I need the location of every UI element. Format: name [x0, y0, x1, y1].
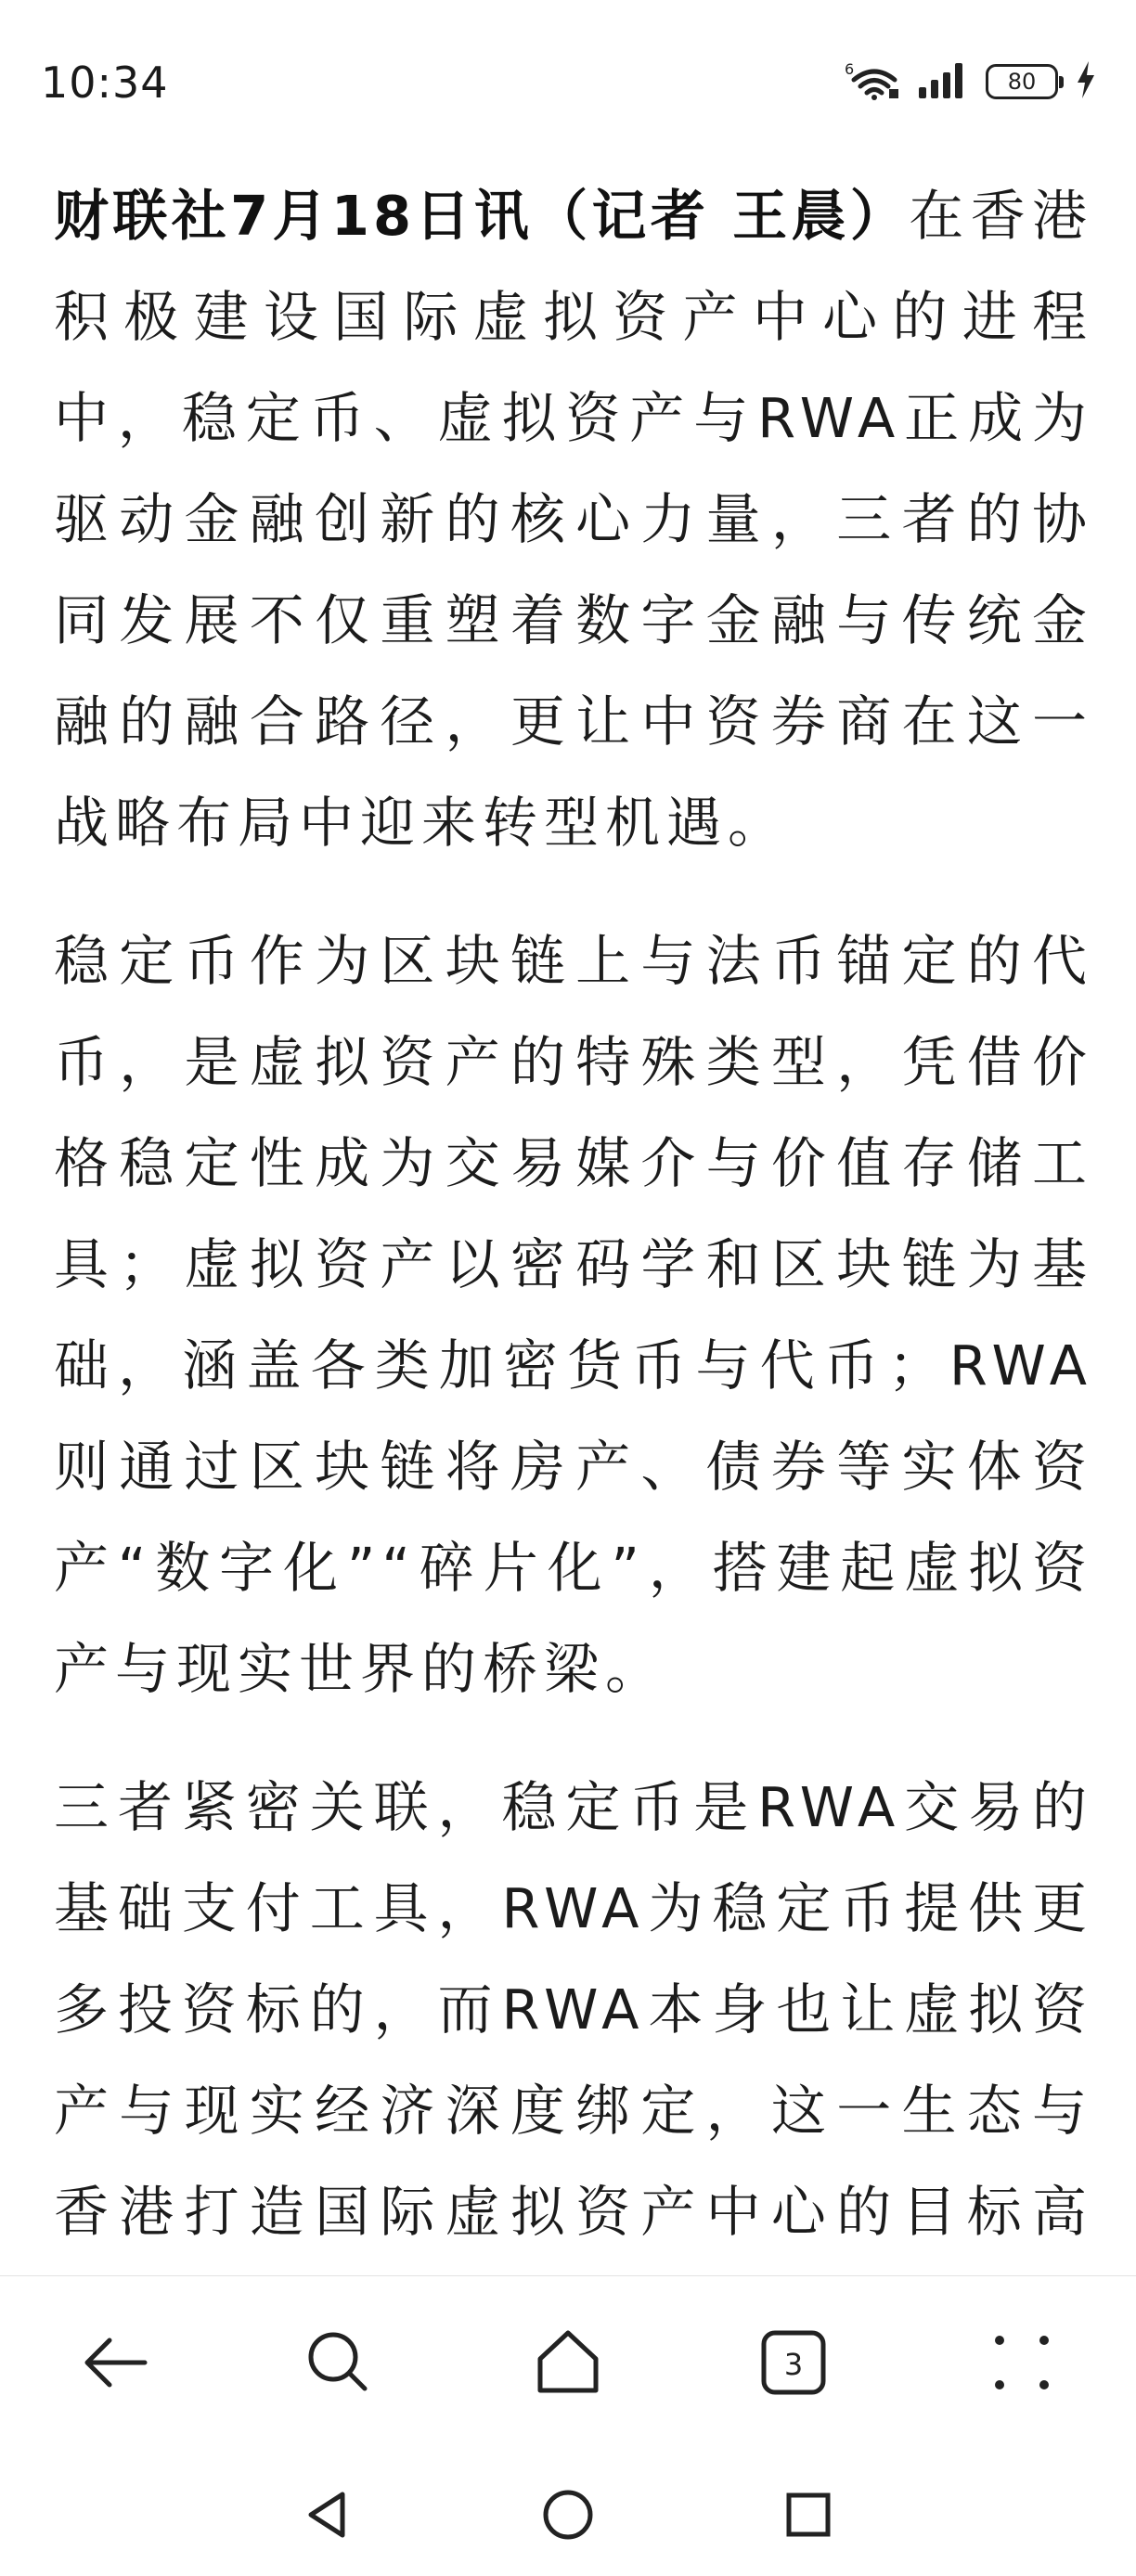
- home-button[interactable]: [517, 2313, 619, 2415]
- paragraph-text: 在香港积极建设国际虚拟资产中心的进程中，稳定币、虚拟资产与RWA正成为驱动金融创新的核心力量，三者的协同发展不仅重塑着数字金融与传统金融的融合路径，更让中资券商在这一战略布局中迎来转型机遇。: [54, 184, 1093, 855]
- article-paragraph: [54, 165, 1093, 873]
- browser-toolbar: [0, 2275, 1136, 2453]
- tab-count: 3: [783, 2347, 804, 2382]
- home-icon: [531, 2325, 605, 2403]
- status-bar: [0, 0, 1136, 158]
- back-arrow-icon: [78, 2325, 152, 2403]
- status-icons: [845, 54, 1097, 109]
- article-body: [54, 165, 1093, 2264]
- paragraph-text: 三者紧密关联，稳定币是RWA交易的基础支付工具，RWA为稳定币提供更多投资标的，而RWA本身也让虚拟资产与现实经济深度绑定，这一生态与香港打造国际虚拟资产中心的目标高: [54, 1775, 1093, 2244]
- search-button[interactable]: [288, 2313, 390, 2415]
- charging-icon: [1075, 59, 1097, 104]
- more-icon: [985, 2325, 1059, 2403]
- system-navbar: [0, 2452, 1136, 2576]
- paragraph-text: 稳定币作为区块链上与法币锚定的代币，是虚拟资产的特殊类型，凭借价格稳定性成为交易媒介与价值存储工具；虚拟资产以密码学和区块链为基础，涵盖各类加密货币与代币；RWA则通过区块链将房产、债券等实体资产“数字化”“碎片化”，搭建起虚拟资产与现实世界的桥梁。: [54, 929, 1093, 1701]
- tabs-button[interactable]: [742, 2313, 845, 2415]
- nav-recents-icon: [781, 2487, 836, 2546]
- article-paragraph: [54, 1757, 1093, 2363]
- nav-back-button[interactable]: [281, 2470, 374, 2563]
- signal-icon: [917, 61, 969, 102]
- nav-home-icon: [540, 2487, 596, 2546]
- back-button[interactable]: [64, 2313, 166, 2415]
- nav-recents-button[interactable]: [762, 2470, 855, 2563]
- article-paragraph: [54, 910, 1093, 1719]
- more-button[interactable]: [971, 2313, 1073, 2415]
- nav-back-icon: [300, 2487, 355, 2546]
- svg-text:6: 6: [845, 60, 855, 78]
- nav-home-button[interactable]: [522, 2470, 614, 2563]
- search-icon: [302, 2325, 376, 2403]
- status-time: 10:34: [41, 58, 169, 108]
- article-lead: 财联社7月18日讯（记者 王晨）: [54, 184, 910, 248]
- wifi-6-icon: [845, 59, 900, 104]
- battery-level: 80: [1007, 69, 1037, 95]
- battery-icon: [986, 64, 1058, 99]
